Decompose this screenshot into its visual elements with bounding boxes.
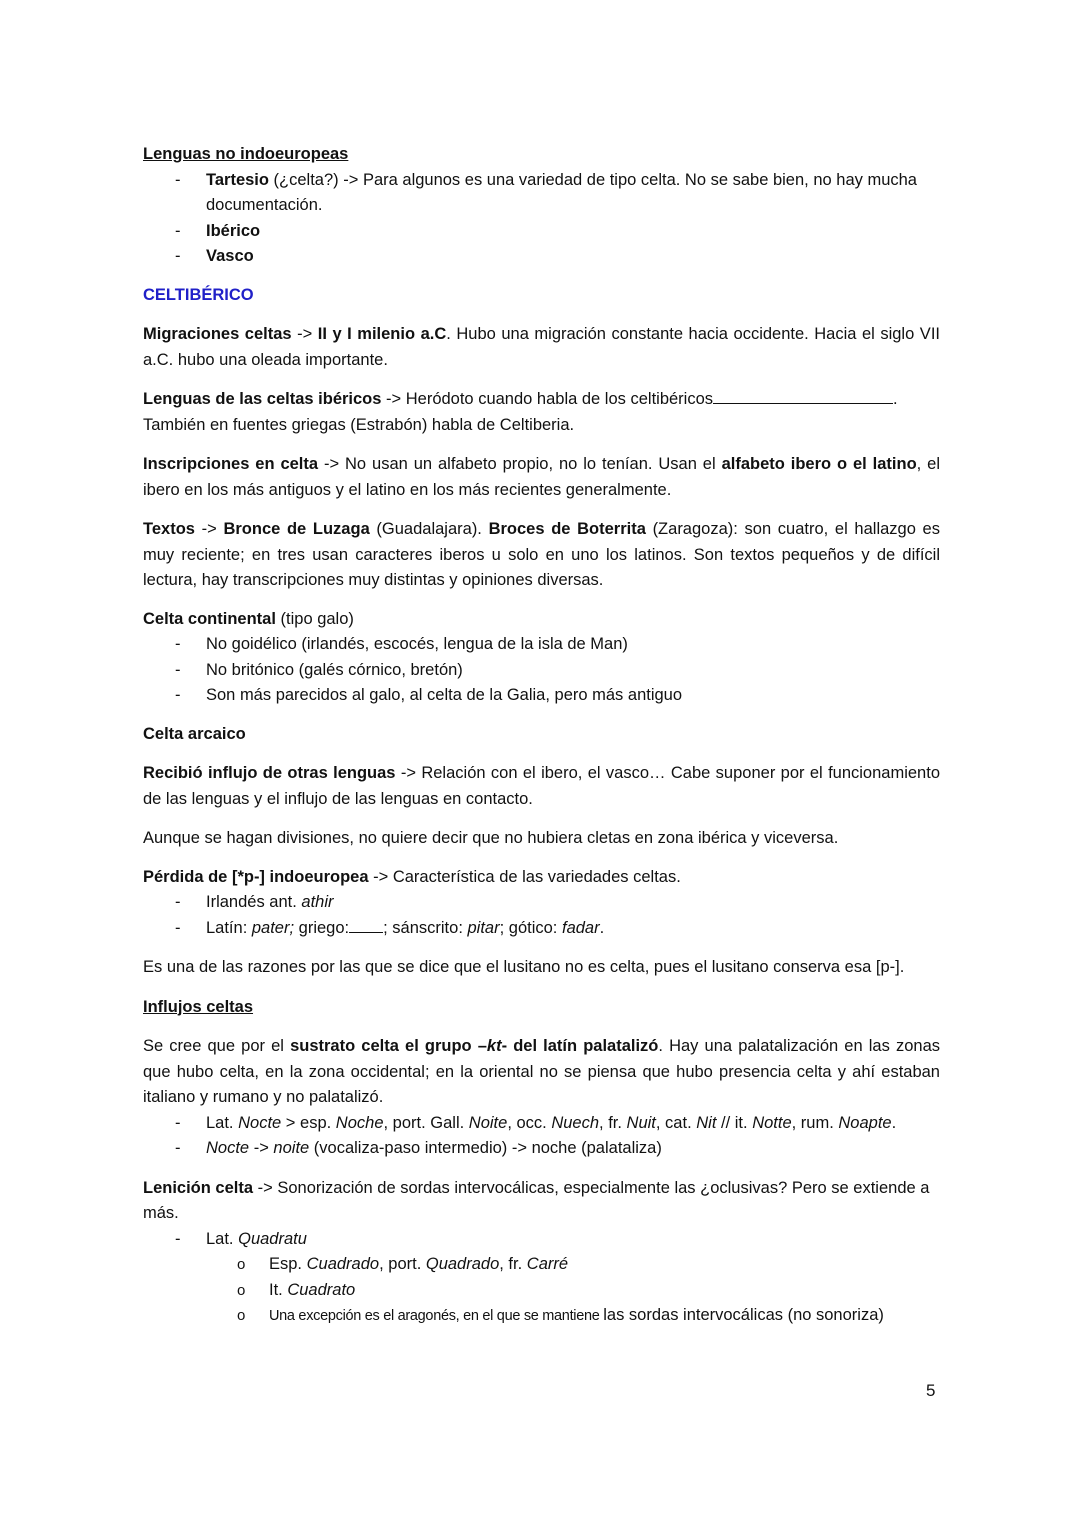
italic-term: Noche	[335, 1113, 384, 1132]
fill-in-blank	[349, 917, 383, 933]
italic-term: Carré	[526, 1255, 569, 1273]
italic-term: Notte	[752, 1113, 792, 1132]
italic-term: Nocte	[206, 1139, 250, 1157]
italic-term: Nuit	[626, 1113, 656, 1132]
list-item: - Son más parecidos al galo, al celta de la Galia, pero más antiguo	[143, 683, 940, 709]
text-run: , occ.	[507, 1113, 552, 1132]
list-item: - Tartesio (¿celta?) -> Para algunos es una variedad de tipo celta. No se sabe bien, no hay mucha documentación.	[143, 168, 940, 219]
paragraph-celta-continental: Celta continental (tipo galo)	[143, 609, 354, 628]
document-page	[143, 142, 940, 1330]
list-item: - Ibérico	[143, 219, 940, 245]
text-run: ->	[249, 1139, 274, 1157]
text-run: // it.	[716, 1113, 753, 1132]
paragraph-lusitano: Es una de las razones por las que se dice que el lusitano no es celta, pues el lusitano conserva esa [p-].	[143, 958, 905, 976]
list-item: - No goidélico (irlandés, escocés, lengua de la isla de Man)	[143, 632, 940, 658]
italic-term: Quadrado	[425, 1255, 500, 1273]
italic-term: Nocte	[238, 1113, 282, 1132]
text-run: .	[891, 1113, 897, 1132]
text-run: , port. Gall.	[383, 1113, 469, 1132]
paragraph-lenicion: Lenición celta -> Sonorización de sordas intervocálicas, especialmente las ¿oclusivas? Pero se extiende a más.	[143, 1178, 930, 1222]
italic-term: Noapte	[838, 1113, 892, 1132]
text-run: , rum.	[791, 1113, 839, 1132]
text-run: , port.	[379, 1255, 426, 1273]
heading-lenguas-no-indoeuropeas: Lenguas no indoeuropeas	[143, 145, 349, 163]
paragraph-perdida: Pérdida de [*p-] indoeuropea -> Característica de las variedades celtas.	[143, 867, 681, 886]
paragraph-textos: Textos -> Bronce de Luzaga (Guadalajara). Broces de Boterrita (Zaragoza): son cuatro, el hallazgo es muy reciente; en tres usan caracteres iberos u solo en uno los latinos. Son textos pequeños y de difícil lectura, hay transcripciones muy distintas y opiniones diversas.	[143, 520, 940, 589]
text-run: It.	[269, 1280, 288, 1299]
italic-term: Nit	[696, 1113, 717, 1132]
italic-term: Nuech	[551, 1113, 600, 1132]
list-item: - Vasco	[143, 244, 940, 270]
paragraph-inscripciones: Inscripciones en celta -> No usan un alfabeto propio, no lo tenían. Usan el alfabeto ibero o el latino, el ibero en los más antiguos y el latino en los más recientes generalmente.	[143, 455, 940, 499]
text-run: > esp.	[281, 1113, 336, 1132]
fill-in-blank	[713, 388, 893, 404]
page-number: 5	[926, 1381, 936, 1400]
italic-term: Cuadrado	[306, 1255, 380, 1273]
paragraph-lenguas: Lenguas de las celtas ibéricos -> Heródoto cuando habla de los celtibéricos . También en fuentes griegas (Estrabón) habla de Celtiberia.	[143, 390, 898, 434]
heading-celta-arcaico: Celta arcaico	[143, 724, 246, 743]
text-run: , fr.	[499, 1255, 527, 1273]
list-item: - Lat. Quadratu o Esp. Cuadrado, port. Quadrado, fr. Carré o It. Cuadrato o Una excepción es el aragonés, en el que se mantiene las sordas intervocálicas (no sonoriza)	[143, 1227, 940, 1330]
quadratu-sublist	[143, 1252, 940, 1330]
list-item: - Latín: pater; griego: ; sánscrito: pitar; gótico: fadar.	[143, 916, 940, 942]
list-item	[143, 1252, 940, 1278]
paragraph-influjo: Recibió influjo de otras lenguas -> Relación con el ibero, el vasco… Cabe suponer por el funcionamiento de las lenguas y el influjo de las lenguas en contacto.	[143, 764, 940, 808]
list-item	[143, 1136, 940, 1162]
paragraph-aunque: Aunque se hagan divisiones, no quiere decir que no hubiera cletas en zona ibérica y viceversa.	[143, 829, 839, 847]
paragraph-sustrato: Se cree que por el sustrato celta el grupo –kt- del latín palatalizó. Hay una palatalización en las zonas que hubo celta, en la zona occidental; en la oriental no se piensa que hubo presencia celta y ahí estaban italiano y rumano y no palatalizó.	[143, 1037, 940, 1106]
continental-list	[143, 632, 940, 709]
italic-term: Noite	[468, 1113, 508, 1132]
italic-term: Cuadrato	[287, 1280, 356, 1299]
text-run: Esp.	[269, 1255, 307, 1273]
lenicion-list	[143, 1227, 940, 1330]
text-run: , fr.	[599, 1113, 627, 1132]
italic-term: noite	[273, 1139, 310, 1157]
section-title: CELTIBÉRICO	[143, 285, 254, 304]
perdida-list	[143, 890, 940, 941]
list-item: - No britónico (galés córnico, bretón)	[143, 658, 940, 684]
list-item: o Una excepción es el aragonés, en el que se mantiene las sordas intervocálicas (no sonoriza)	[143, 1303, 940, 1330]
text-run: Lat.	[206, 1113, 239, 1132]
list-item	[143, 1278, 940, 1304]
text-run: (vocaliza-paso intermedio) -> noche (palataliza)	[309, 1139, 662, 1157]
heading-influjos-celtas: Influjos celtas	[143, 997, 254, 1016]
text-run: , cat.	[655, 1113, 697, 1132]
no-ie-list	[143, 168, 940, 270]
paragraph-migraciones: Migraciones celtas -> II y I milenio a.C. Hubo una migración constante hacia occidente. Hacia el siglo VII a.C. hubo una oleada importante.	[143, 325, 940, 369]
nocte-list	[143, 1111, 940, 1162]
list-item: - Irlandés ant. athir	[143, 890, 940, 916]
list-item	[143, 1111, 940, 1137]
